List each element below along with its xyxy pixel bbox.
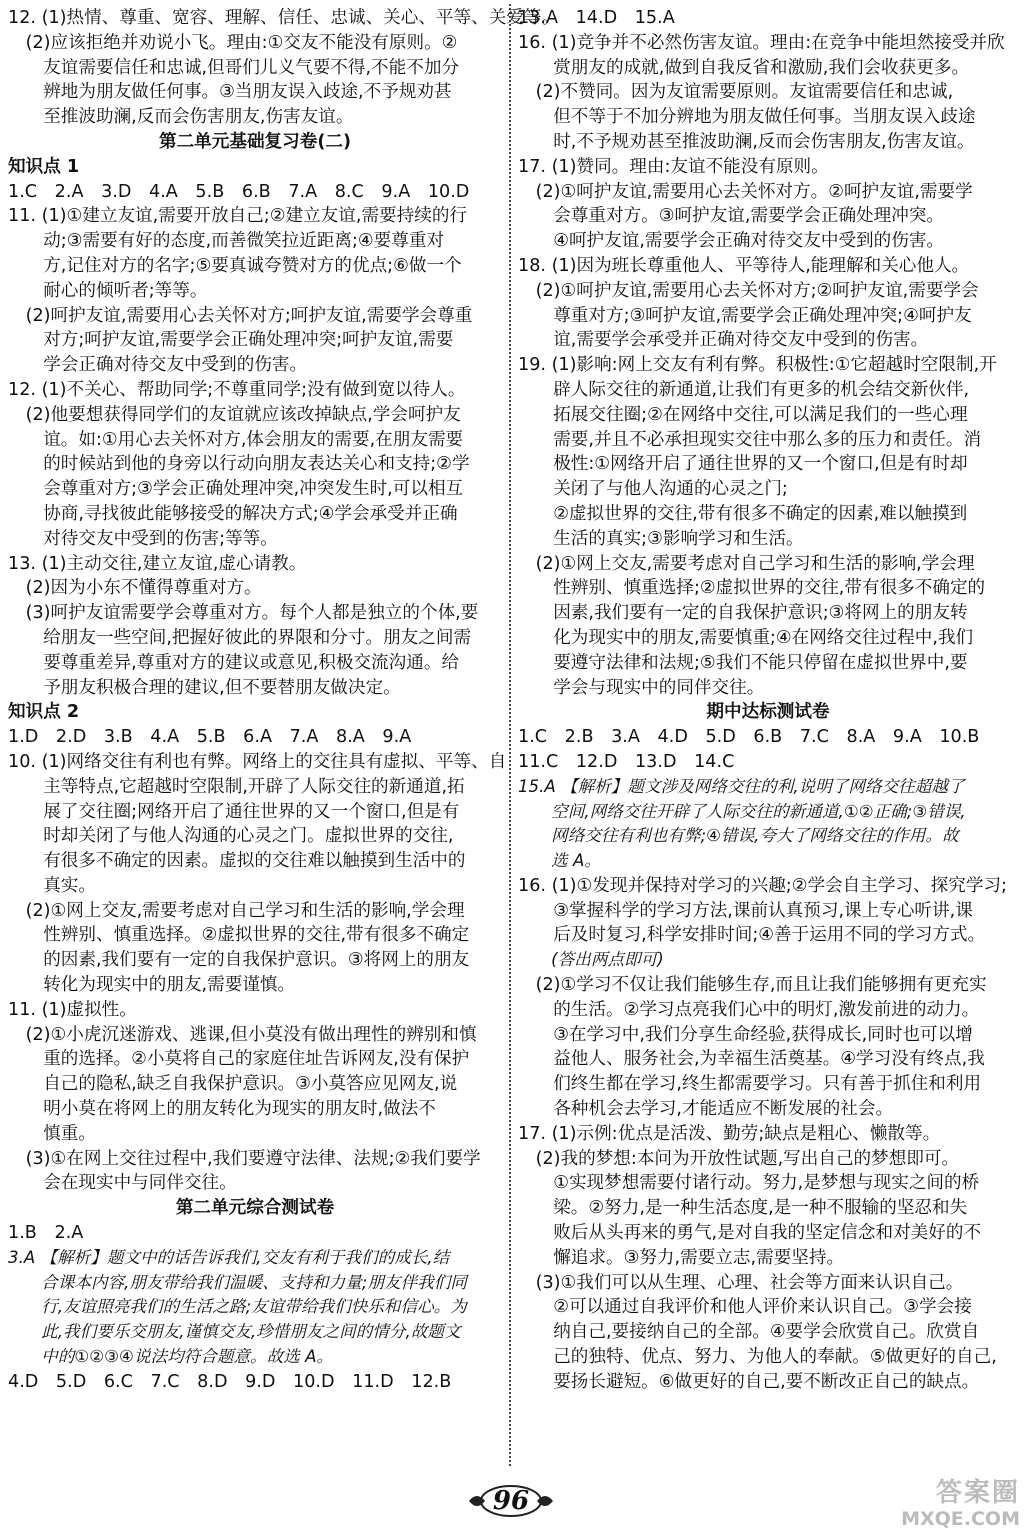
text-line: 化为现实中的朋友,需要慎重;④在网络交往过程中,我们 (518, 627, 974, 648)
text-line: ①实现梦想需要付诸行动。努力,是梦想与现实之间的桥 (518, 1173, 980, 1194)
text-line: 辨地为朋友做任何事。③当朋友误入歧途,不予规劝甚 (8, 82, 452, 103)
text-line: 协商,寻找彼此能够接受的解决方式;④学会承受并正确 (8, 503, 458, 524)
text-line: 明小莫在将网上的朋友转化为现实的朋友时,做法不 (8, 1099, 436, 1120)
text-line: 后及时复习,科学安排时间;④善于运用不同的学习方式。 (518, 925, 986, 946)
text-line: 慎重。 (8, 1123, 96, 1144)
text-line: 11. (1)①建立友谊,需要开放自己;②建立友谊,需要持续的行 (8, 206, 468, 227)
text-line: 的因素,我们要有一定的自我保护意识。③将网上的朋友 (8, 950, 470, 971)
section-heading: 期中达标测试卷 (706, 702, 830, 723)
text-line: (3)呵护友谊需要学会尊重对方。每个人都是独立的个体,要 (8, 603, 479, 624)
text-line: (3)①在网上交往过程中,我们要遵守法律、法规;②我们要学 (8, 1148, 481, 1169)
text-line: 时却关闭了与他人沟通的心灵之门。虚拟世界的交往, (8, 826, 454, 847)
text-line: 有很多不确定的因素。虚拟的交往难以触摸到生活中的 (8, 851, 466, 872)
watermark-line-1: 答案圈 (935, 1478, 1020, 1508)
text-line: 16. (1)竞争并不必然伤害友谊。理由:在竞争中能坦然接受并欣 (518, 32, 1005, 53)
explanation-line: (答出两点即可) (518, 950, 664, 970)
text-line: 1.B 2.A (8, 1223, 84, 1244)
explanation-line: 合课本内容,朋友带给我们温暖、支持和力量;朋友伴我们同 (8, 1272, 467, 1292)
text-line: 重的选择。②小莫将自己的家庭住址告诉网友,没有保护 (8, 1049, 470, 1070)
text-line: 会尊重对方;③学会正确处理冲突,冲突发生时,可以相互 (8, 479, 464, 500)
text-line: 生活的真实;③影响学习和生活。 (518, 528, 804, 549)
text-line: 己的独特、优点、努力、为他人的奉献。⑤做更好的自己, (518, 1347, 997, 1368)
text-line: 需要,并且不必承担现实交往中那么多的压力和责任。消 (518, 429, 982, 450)
text-line: 因素,我们要有一定的自我保护意识;③将网上的朋友转 (518, 603, 968, 624)
text-line: 纳自己,要接纳自己的全部。④要学会欣赏自己。欣赏自 (518, 1322, 980, 1343)
subsection-heading: 知识点 2 (8, 702, 80, 723)
text-line: 13.A 14.D 15.A (518, 8, 675, 28)
text-line: ③掌握科学的学习方法,课前认真预习,课上专心听讲,课 (518, 900, 973, 921)
explanation-line: 此,我们要乐交朋友,谨慎交友,珍惜朋友之间的情分,故题文 (8, 1322, 461, 1342)
text-line: (2)①小虎沉迷游戏、逃课,但小莫没有做出理性的辨别和慎 (8, 1024, 477, 1045)
text-line: (2)①网上交友,需要考虑对自己学习和生活的影响,学会理 (8, 900, 465, 921)
text-line: 12. (1)不关心、帮助同学;不尊重同学;没有做到宽以待人。 (8, 379, 466, 400)
text-line: (2)我的梦想:本问为开放性试题,写出自己的梦想即可。 (518, 1148, 960, 1169)
text-line: (3)①我们可以从生理、心理、社会等方面来认识自己。 (518, 1272, 964, 1293)
text-line: (2)①网上交友,需要考虑对自己学习和生活的影响,学会理 (518, 553, 975, 574)
text-line: 赏朋友的成就,做到自我反省和激励,我们会收获更多。 (518, 57, 970, 78)
text-line: 转化为现实中的朋友,需要谨慎。 (8, 975, 296, 996)
explanation-line: 行,友谊照亮我们的生活之路;友谊带给我们快乐和信心。为 (8, 1297, 467, 1317)
text-line: (2)因为小东不懂得尊重对方。 (8, 578, 262, 599)
explanation-line: 中的①②③④说法均符合题意。故选 A。 (8, 1347, 334, 1367)
text-line: 12. (1)热情、尊重、宽容、理解、信任、忠诚、关心、平等、关爱等。 (8, 8, 560, 28)
text-line: 16. (1)①发现并保持对学习的兴趣;②学会自主学习、探究学习; (518, 875, 1007, 896)
text-line: 学会正确对待交友中受到的伤害。 (8, 355, 308, 376)
text-line: 益他人、服务社会,为幸福生活奠基。④学习没有终点,我 (518, 1049, 985, 1070)
text-line: 谊。如:①用心去关怀对方,体会朋友的需要,在朋友需要 (8, 429, 464, 450)
text-line: 予朋友积极合理的建议,但不要替朋友做决定。 (8, 677, 401, 698)
text-line: (2)他要想获得同学们的友谊就应该改掉缺点,学会呵护友 (8, 404, 461, 425)
text-line: ②可以通过自我评价和他人评价来认识自己。③学会接 (518, 1297, 972, 1318)
text-line: (2)①呵护友谊,需要用心去关怀对方;②呵护友谊,需要学会 (518, 280, 979, 301)
text-line: 1.C 2.A 3.D 4.A 5.B 6.B 7.A 8.C 9.A 10.D (8, 181, 470, 202)
text-line: 17. (1)示例:优点是活泼、勤劳;缺点是粗心、懒散等。 (518, 1123, 941, 1144)
text-line: 但不等于不加分辨地为朋友做任何事。当朋友误入歧途 (518, 107, 976, 128)
text-line: 至推波助澜,反而会伤害朋友,伤害友谊。 (8, 107, 354, 128)
text-line: 败后从头再来的勇气,是对自我的坚定信念和对美好的不 (518, 1223, 982, 1244)
text-line: 们终生都在学习,终生都需要学习。只有善于抓住和利用 (518, 1074, 982, 1095)
text-line: (2)①呵护友谊,需要用心去关怀对方。②呵护友谊,需要学 (518, 181, 973, 202)
text-line: 主等特点,它超越时空限制,开辟了人际交往的新通道,拓 (8, 776, 465, 797)
page-number-badge (465, 1482, 557, 1520)
text-line: 要尊重差异,尊重对方的建议或意见,积极交流沟通。给 (8, 652, 460, 673)
text-line: 关闭了与他人沟通的心灵之门; (518, 479, 788, 500)
text-line: 谊,需要学会承受并正确对待交友中受到的伤害。 (518, 330, 929, 351)
text-line: 的时候站到他的身旁以行动向朋友表达关心和支持;②学 (8, 454, 470, 475)
text-line: 极性:①网络开启了通往世界的又一个窗口,但是有时却 (518, 454, 968, 475)
explanation-line: 网络交往有利也有弊;④错误,夸大了网络交往的作用。故 (518, 826, 959, 846)
text-line: 10. (1)网络交往有利也有弊。网络上的交往具有虚拟、平等、自 (8, 751, 507, 772)
text-line: 19. (1)影响:网上交友有利有弊。积极性:①它超越时空限制,开 (518, 355, 997, 376)
text-line: 真实。 (8, 875, 96, 896)
text-line: 学会与现实中的同伴交往。 (518, 677, 765, 698)
text-line: 18. (1)因为班长尊重他人、平等待人,能理解和关心他人。 (518, 255, 970, 276)
text-line: 会尊重对方。③呵护友谊,需要学会正确处理冲突。 (518, 206, 945, 227)
page-number: 96 (492, 1486, 530, 1516)
explanation-line: 3.A 【解析】题文中的话告诉我们,交友有利于我们的成长,结 (8, 1247, 450, 1267)
text-line: 给朋友一些空间,把握好彼此的界限和分寸。朋友之间需 (8, 627, 472, 648)
text-line: 展了交往圈;网络开启了通往世界的又一个窗口,但是有 (8, 801, 460, 822)
text-line: 对待交友中受到的伤害;等等。 (8, 528, 278, 549)
text-line: 要遵守法律和法规;⑤我们不能只停留在虚拟世界中,要 (518, 652, 968, 673)
text-line: (2)①学习不仅让我们能够生存,而且让我们能够拥有更充实 (518, 975, 987, 996)
text-line: 辟人际交往的新通道,让我们有更多的机会结交新伙伴, (518, 379, 970, 400)
explanation-line: 选 A。 (518, 851, 602, 871)
text-line: 拓展交往圈;②在网络中交往,可以满足我们的一些心理 (518, 404, 968, 425)
watermark-logo (868, 1478, 1020, 1532)
text-line: 梁。②努力,是一种生活态度,是一种不服输的坚忍和失 (518, 1198, 968, 1219)
text-line: (2)不赞同。因为友谊需要原则。友谊需要信任和忠诚, (518, 82, 954, 103)
text-line: ③在学习中,我们分享生命经验,获得成长,同时也可以增 (518, 1024, 973, 1045)
text-line: 11. (1)虚拟性。 (8, 999, 137, 1020)
section-heading: 第二单元基础复习卷(二) (158, 131, 352, 152)
text-line: ④呵护友谊,需要学会正确对待交友中受到的伤害。 (518, 231, 945, 252)
text-line: 方,记住对方的名字;⑤要真诚夸赞对方的优点;⑥做一个 (8, 255, 462, 276)
text-line: 要扬长避短。⑥做更好的自己,要不断改正自己的缺点。 (518, 1371, 980, 1392)
text-line: 耐心的倾听者;等等。 (8, 280, 208, 301)
text-line: 的生活。②学习点亮我们心中的明灯,激发前进的动力。 (518, 999, 980, 1020)
explanation-line: 15.A 【解析】题文涉及网络交往的利,说明了网络交往超越了 (518, 776, 965, 796)
text-line: 11.C 12.D 13.D 14.C (518, 751, 735, 772)
text-line: 自己的隐私,缺乏自我保护意识。③小莫答应见网友,说 (8, 1074, 458, 1095)
text-line: 性辨别、慎重选择。②虚拟世界的交往,带有很多不确定 (8, 925, 470, 946)
text-line: 时,不予规劝甚至推波助澜,反而会伤害朋友,伤害友谊。 (518, 131, 975, 152)
text-line: 对方;呵护友谊,需要学会正确处理冲突;呵护友谊,需要 (8, 330, 454, 351)
text-line: 各种机会去学习,才能适应不断发展的社会。 (518, 1099, 894, 1120)
section-heading: 第二单元综合测试卷 (175, 1198, 335, 1219)
explanation-line: 空间,网络交往开辟了人际交往的新通道,①②正确;③错误, (518, 801, 966, 821)
text-line: 动;③需要有好的态度,而善微笑拉近距离;④要尊重对 (8, 231, 445, 252)
text-line: 友谊需要信任和忠诚,但哥们儿义气要不得,不能不加分 (8, 57, 460, 78)
text-line: 4.D 5.D 6.C 7.C 8.D 9.D 10.D 11.D 12.B (8, 1371, 452, 1392)
text-line: ②虚拟世界的交往,带有很多不确定的因素,难以触摸到 (518, 503, 968, 524)
text-line: (2)应该拒绝并劝说小飞。理由:①交友不能没有原则。② (8, 32, 458, 53)
right-column (518, 6, 1018, 1395)
text-line: 会在现实中与同伴交往。 (8, 1173, 237, 1194)
text-line: (2)呵护友谊,需要用心去关怀对方;呵护友谊,需要学会尊重 (8, 305, 473, 326)
subsection-heading: 知识点 1 (8, 156, 80, 177)
text-line: 性辨别、慎重选择;②虚拟世界的交往,带有很多不确定的 (518, 578, 986, 599)
watermark-line-2: MXQE.COM (901, 1508, 1020, 1530)
text-line: 1.D 2.D 3.B 4.A 5.B 6.A 7.A 8.A 9.A (8, 727, 412, 748)
text-line: 13. (1)主动交往,建立友谊,虚心请教。 (8, 553, 307, 574)
text-line: 17. (1)赞同。理由:友谊不能没有原则。 (518, 156, 829, 177)
text-line: 尊重对方;③呵护友谊,需要学会正确处理冲突;④呵护友 (518, 305, 972, 326)
text-line: 1.C 2.B 3.A 4.D 5.D 6.B 7.C 8.A 9.A 10.B (518, 727, 980, 748)
column-divider (509, 4, 511, 1466)
left-column (8, 6, 560, 1395)
text-line: 懈追求。③努力,需要立志,需要坚持。 (518, 1247, 845, 1268)
